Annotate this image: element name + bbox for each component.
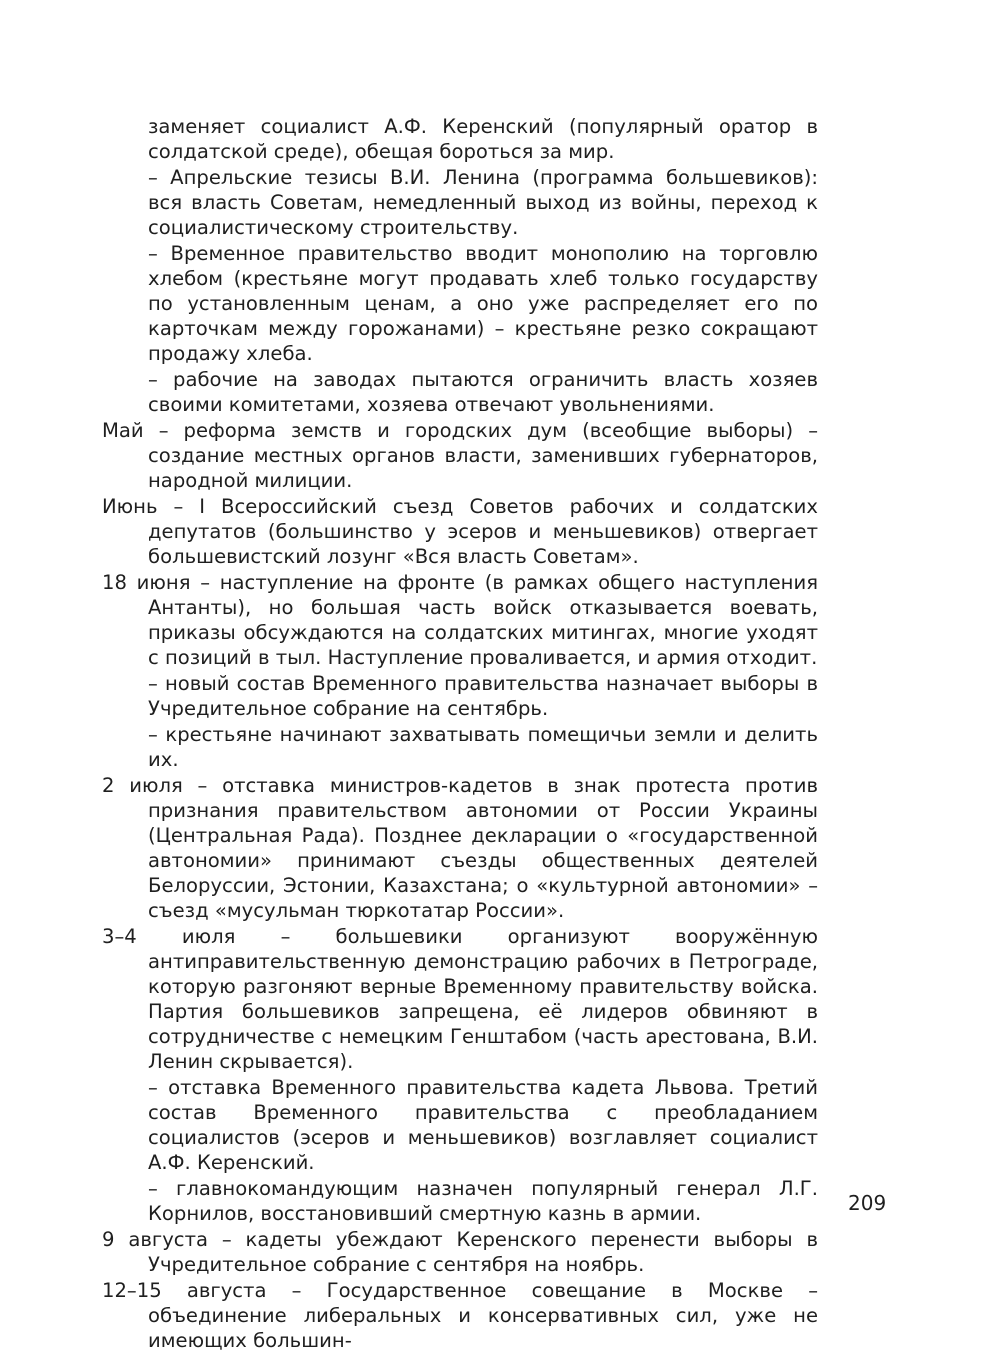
paragraph: – главнокомандующим назначен популярный генерал Л.Г. Корнилов, восстановивший смертную казнь в армии. <box>148 1177 818 1225</box>
paragraph: Май – реформа земств и городских дум (всеобщие выборы) – создание местных органов власти, заменивших губернаторов, народной милиции. <box>102 419 818 492</box>
paragraph: 3–4 июля – большевики организуют вооружённую антиправительственную демонстрацию рабочих в Петрограде, которую разгоняют верные Временному правительству войска. Партия большевиков запрещена, её лидеров обвиняют в сотрудничестве с немецким Генштабом (часть арестована, В.И. Ленин скрывается). <box>102 925 818 1073</box>
paragraph: – крестьяне начинают захватывать помещичьи земли и делить их. <box>148 723 818 771</box>
paragraph: 9 августа – кадеты убеждают Керенского перенести выборы в Учредительное собрание с сентября на ноябрь. <box>102 1228 818 1276</box>
paragraph: заменяет социалист А.Ф. Керенский (популярный оратор в солдатской среде), обещая бороться за мир. <box>148 115 818 163</box>
paragraph: – Временное правительство вводит монополию на торговлю хлебом (крестьяне могут продавать хлеб только государству по установленным ценам, а оно уже распределяет его по карточкам между горожанами) – крестьяне резко сокращают продажу хлеба. <box>148 242 818 365</box>
page-number: 209 <box>848 1191 887 1215</box>
paragraph: – Апрельские тезисы В.И. Ленина (программа большевиков): вся власть Советам, немедленный выход из войны, переход к социалистическому строительству. <box>148 166 818 239</box>
paragraph: 12–15 августа – Государственное совещание в Москве – объединение либеральных и консервативных сил, уже не имеющих большин- <box>102 1279 818 1352</box>
paragraph: – отставка Временного правительства кадета Львова. Третий состав Временного правительства с преобладанием социалистов (эсеров и меньшевиков) возглавляет социалист А.Ф. Керенский. <box>148 1076 818 1174</box>
paragraph: 2 июля – отставка министров-кадетов в знак протеста против признания правительством автономии от России Украины (Центральная Рада). Позднее декларации о «государственной автономии» принимают съезды общественных деятелей Белоруссии, Эстонии, Казахстана; о «культурной автономии» – съезд «мусульман тюркотатар России». <box>102 774 818 922</box>
paragraph: Июнь – I Всероссийский съезд Советов рабочих и солдатских депутатов (большинство у эсеров и меньшевиков) отвергает большевистский лозунг «Вся власть Советам». <box>102 495 818 568</box>
page-text <box>102 114 818 1354</box>
paragraph: 18 июня – наступление на фронте (в рамках общего наступления Антанты), но большая часть войск отказывается воевать, приказы обсуждаются на солдатских митингах, многие уходят с позиций в тыл. Наступление проваливается, и армия отходит. <box>102 571 818 669</box>
paragraph: – рабочие на заводах пытаются ограничить власть хозяев своими комитетами, хозяева отвечают увольнениями. <box>148 368 818 416</box>
paragraph: – новый состав Временного правительства назначает выборы в Учредительное собрание на сентябрь. <box>148 672 818 720</box>
